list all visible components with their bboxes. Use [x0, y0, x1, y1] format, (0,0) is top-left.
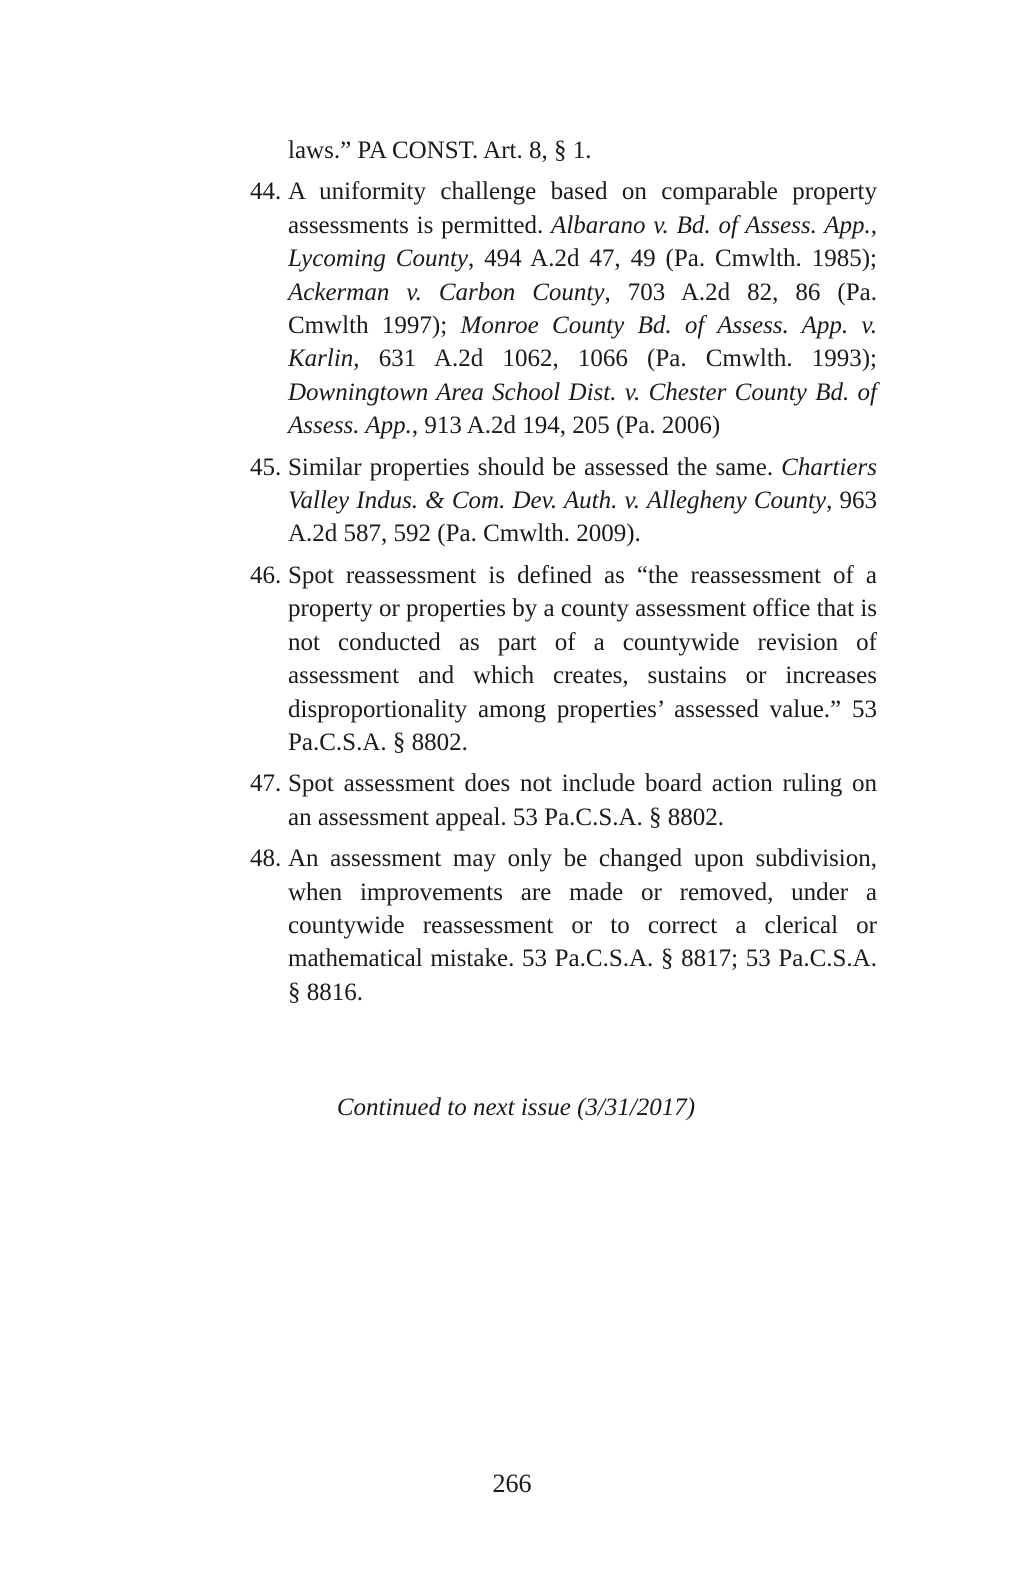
item-body: [288, 175, 877, 442]
item-text: , 963 A.2d 587, 592 (Pa. Cmwlth. 2009).: [288, 487, 878, 548]
item-number: 44.: [250, 178, 282, 206]
item-body: [288, 767, 877, 834]
item-body: [288, 559, 877, 759]
item-text: A uniformity challenge based on comparable property assessments is permitted.: [288, 178, 877, 239]
item-text: Spot reassessment is defined as “the reassessment of a property or properties by a county assessment office that is not conducted as part of a countywide revision of assessment and which creates, sustains or increases disproportionality among properties’ assessed value.” 53 Pa.C.S.A. § 8802.: [288, 561, 877, 756]
case-citation: Downingtown Area School Dist. v. Chester County Bd. of Assess. App.: [288, 378, 877, 440]
case-citation: Ackerman v. Carbon County: [288, 278, 605, 306]
item-text: , 494 A.2d 47, 49 (Pa. Cmwlth. 1985);: [467, 245, 877, 273]
case-citation: Chartiers Valley Indus. & Com. Dev. Auth. v. Allegheny County: [288, 453, 877, 515]
item-body: [288, 842, 877, 1009]
item-number: 45.: [250, 453, 282, 481]
list-item: [250, 175, 877, 442]
item-number: 46.: [250, 561, 282, 589]
item-text: , 913 A.2d 194, 205 (Pa. 2006): [411, 412, 721, 440]
numbered-list: [250, 175, 877, 1009]
item-body: [288, 451, 877, 551]
list-item: [250, 767, 877, 834]
continued-note: Continued to next issue (3/31/2017): [336, 1094, 696, 1121]
main-text-block: [250, 134, 877, 1017]
case-citation: Albarano v. Bd. of Assess. App., Lycoming County: [288, 211, 877, 273]
item-number: 47.: [250, 770, 282, 798]
item-number: 48.: [250, 845, 282, 873]
page-number: 266: [492, 1469, 532, 1498]
continuation-paragraph: laws.” PA CONST. Art. 8, § 1.: [288, 137, 592, 164]
item-text: , 703 A.2d 82, 86 (Pa. Cmwlth 1997);: [288, 278, 877, 340]
item-text: Similar properties should be assessed the same.: [288, 453, 782, 481]
item-text: , 631 A.2d 1062, 1066 (Pa. Cmwlth. 1993);: [353, 345, 877, 373]
item-text: An assessment may only be changed upon subdivision, when improvements are made or removed, under a countywide reassessment or to correct a clerical or mathematical mistake. 53 Pa.C.S.A. § 8817; 53 Pa.C.S.A. § 8816.: [288, 845, 877, 1006]
item-text: Spot assessment does not include board action ruling on an assessment appeal. 53 Pa.C.S.A. § 8802.: [288, 770, 877, 831]
list-item: [250, 842, 877, 1009]
case-citation: Monroe County Bd. of Assess. App. v. Karlin: [288, 312, 877, 373]
list-item: [250, 451, 877, 551]
list-item: [250, 559, 877, 759]
